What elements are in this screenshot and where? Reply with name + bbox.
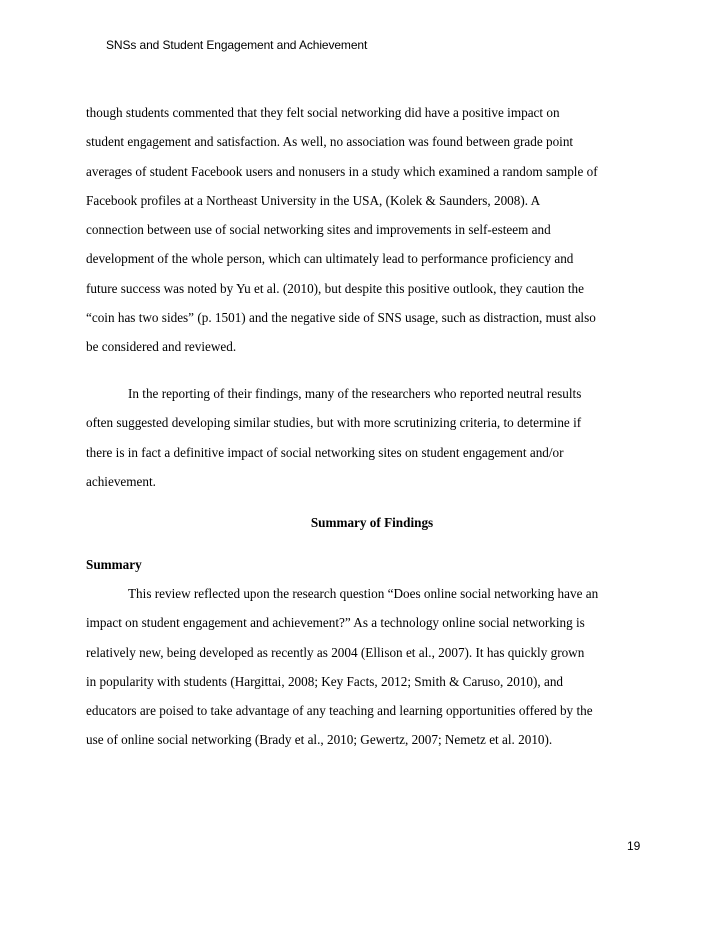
heading-spacer xyxy=(86,538,646,550)
text-line: there is in fact a definitive impact of social networking sites on student engagement and/or xyxy=(86,444,564,460)
text-line: Facebook profiles at a Northeast University in the USA, (Kolek & Saunders, 2008). A xyxy=(86,192,541,208)
running-head: SNSs and Student Engagement and Achievement xyxy=(106,38,368,52)
text-line: achievement. xyxy=(86,474,156,490)
text-line: impact on student engagement and achievement?” As a technology online social networking is xyxy=(86,615,585,631)
text-line: averages of student Facebook users and nonusers in a study which examined a random sample of xyxy=(86,163,598,179)
text-line: In the reporting of their findings, many of the researchers who reported neutral results xyxy=(128,386,582,402)
subsection-heading: Summary xyxy=(86,556,142,572)
page-number: 19 xyxy=(627,839,641,853)
document-body xyxy=(86,98,646,755)
text-line: relatively new, being developed as recently as 2004 (Ellison et al., 2007). It has quickly grown xyxy=(86,644,585,660)
text-line: use of online social networking (Brady et al., 2010; Gewertz, 2007; Nemetz et al. 2010). xyxy=(86,732,553,748)
text-line: “coin has two sides” (p. 1501) and the negative side of SNS usage, such as distraction, must also xyxy=(86,310,596,326)
text-line: be considered and reviewed. xyxy=(86,339,237,355)
text-line: student engagement and satisfaction. As well, no association was found between grade point xyxy=(86,134,574,150)
heading-spacer xyxy=(86,496,646,508)
text-line: educators are poised to take advantage of any teaching and learning opportunities offered by the xyxy=(86,703,593,719)
text-line: in popularity with students (Hargittai, 2008; Key Facts, 2012; Smith & Caruso, 2010), and xyxy=(86,673,564,689)
paragraph-spacer xyxy=(86,362,646,380)
text-line: This review reflected upon the research question “Does online social networking have an xyxy=(128,585,599,601)
paragraph-1 xyxy=(86,98,646,362)
text-line: connection between use of social networking sites and improvements in self-esteem and xyxy=(86,222,551,238)
text-line: future success was noted by Yu et al. (2010), but despite this positive outlook, they caution the xyxy=(86,280,584,296)
paragraph-2 xyxy=(86,379,646,496)
paragraph-3 xyxy=(86,579,646,755)
text-line: development of the whole person, which can ultimately lead to performance proficiency and xyxy=(86,251,574,267)
text-line: though students commented that they felt social networking did have a positive impact on xyxy=(86,105,560,120)
text-line: often suggested developing similar studies, but with more scrutinizing criteria, to determine if xyxy=(86,415,582,431)
section-heading: Summary of Findings xyxy=(310,515,434,531)
